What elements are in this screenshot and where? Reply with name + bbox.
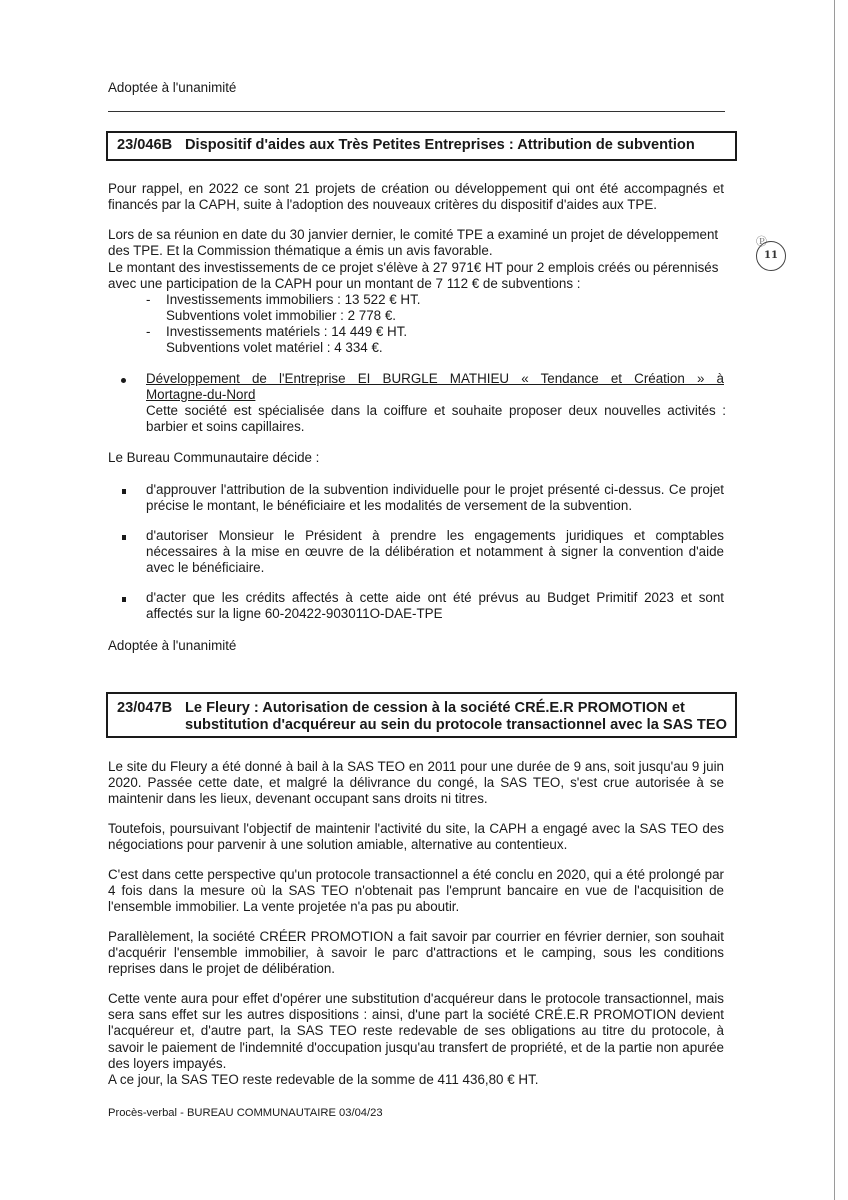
paragraph-bail: Le site du Fleury a été donné à bail à la SAS TEO en 2011 pour une durée de 9 ans, soit jusqu'au 9 juin 2020. Passée cette date, et malgré la délivrance du congé, la SAS TEO, s'est crue autorisée à se maintenir dans les lieux, devenant occupant sans droits ni titres. [108,759,724,807]
section-title: Dispositif d'aides aux Très Petites Entreprises : Attribution de subvention [185,137,695,153]
paragraph-substitution: Cette vente aura pour effet d'opérer une substitution d'acquéreur dans le protocole transactionnel, mais sera sans effet sur les autres dispositions : ainsi, d'une part la société CRÉ.E.R PROMOTION devient l'acquéreur et, d'autre part, la SAS TEO reste redevable de ses obligations au titre du protocole, à savoir le paiement de l'indemnité d'occupation jusqu'au transfert de propriété, et de la partie non apurée des loyers impayés. [108,991,724,1071]
margin-rule [834,0,835,1200]
section-header-23-047b [106,692,737,738]
item-subventions-immobilier: Subventions volet immobilier : 2 778 €. [166,308,396,323]
adopted-text: Adoptée à l'unanimité [108,638,237,653]
page-footer: Procès-verbal - BUREAU COMMUNAUTAIRE 03/04/23 [108,1107,383,1119]
page-number-stamp: 11 [756,241,786,271]
item-investissements-immobiliers: Investissements immobiliers : 13 522 € HT. [166,292,421,307]
amount-line-2: avec une participation de la CAPH pour un montant de 7 112 € de subventions : [108,276,581,291]
section-title-line-1: Le Fleury : Autorisation de cession à la société CRÉ.E.R PROMOTION et [185,700,685,716]
company-title-line-1: Développement de l'Entreprise EI BURGLE MATHIEU « Tendance et Création » à [146,371,724,386]
item-investissements-materiels: Investissements matériels : 14 449 € HT. [166,324,408,339]
company-description: Cette société est spécialisée dans la coiffure et souhaite proposer deux nouvelles activités : barbier et soins capillaires. [146,403,726,435]
section-code: 23/046B [117,137,173,153]
intro-text: Pour rappel, en 2022 ce sont 21 projets de création ou développement qui ont été accompagnés et financés par la CAPH, suite à l'adoption des nouveaux critères du dispositif d'aides aux TPE. [108,181,724,213]
bullet-icon [122,535,126,540]
section-title-line-2: substitution d'acquéreur au sein du protocole transactionnel avec la SAS TEO [185,717,727,733]
adopted-text-top: Adoptée à l'unanimité [108,80,237,95]
bullet-icon [121,378,126,383]
decision-item-1: d'approuver l'attribution de la subvention individuelle pour le projet présenté ci-dessus. Ce projet précise le montant, le bénéficiaire et les modalités de versement de la subvention. [146,482,724,514]
bullet-icon [122,597,126,602]
paragraph-creer-promotion: Parallèlement, la société CRÉER PROMOTION a fait savoir par courrier en février dernier, son souhait d'acquérir l'ensemble immobilier, à savoir le parc d'attractions et le camping, sous les conditions reprises dans le projet de délibération. [108,929,724,977]
section-header-23-046b [106,131,737,161]
list-dash: - [146,292,151,307]
separator-rule [108,111,725,112]
bureau-decides: Le Bureau Communautaire décide : [108,450,320,465]
meeting-line-1: Lors de sa réunion en date du 30 janvier dernier, le comité TPE a examiné un projet de développement [108,227,719,242]
paragraph-negociations: Toutefois, poursuivant l'objectif de maintenir l'activité du site, la CAPH a engagé avec la SAS TEO des négociations pour parvenir à une solution amiable, alternative au contentieux. [108,821,724,853]
intro-paragraph [108,181,724,213]
decision-item-3: d'acter que les crédits affectés à cette aide ont été prévus au Budget Primitif 2023 et sont affectés sur la ligne 60-20422-903011O-DAE-TPE [146,590,724,622]
meeting-line-2: des TPE. Et la Commission thématique a émis un avis favorable. [108,243,493,258]
amount-line-1: Le montant des investissements de ce projet s'élève à 27 971€ HT pour 2 emplois créés ou pérennisés [108,260,719,275]
company-title-line-2: Mortagne-du-Nord [146,387,256,402]
stamp-hook-icon: Ⓟ [756,235,767,248]
decision-item-2: d'autoriser Monsieur le Président à prendre les engagements juridiques et comptables nécessaires à la mise en œuvre de la délibération et notamment à signer la convention d'aide avec le bénéficiaire. [146,528,724,576]
paragraph-protocole: C'est dans cette perspective qu'un protocole transactionnel a été conclu en 2020, qui a été prolongé par 4 fois dans la mesure où la SAS TEO n'obtenait pas l'emprunt bancaire en vue de l'acquisition de l'ensemble immobilier. La vente projetée n'a pas pu aboutir. [108,867,724,915]
item-subventions-materiel: Subventions volet matériel : 4 334 €. [166,340,383,355]
section-code: 23/047B [117,700,173,716]
list-dash: - [146,324,151,339]
bullet-icon [122,489,126,494]
balance-text: A ce jour, la SAS TEO reste redevable de la somme de 411 436,80 € HT. [108,1072,539,1087]
